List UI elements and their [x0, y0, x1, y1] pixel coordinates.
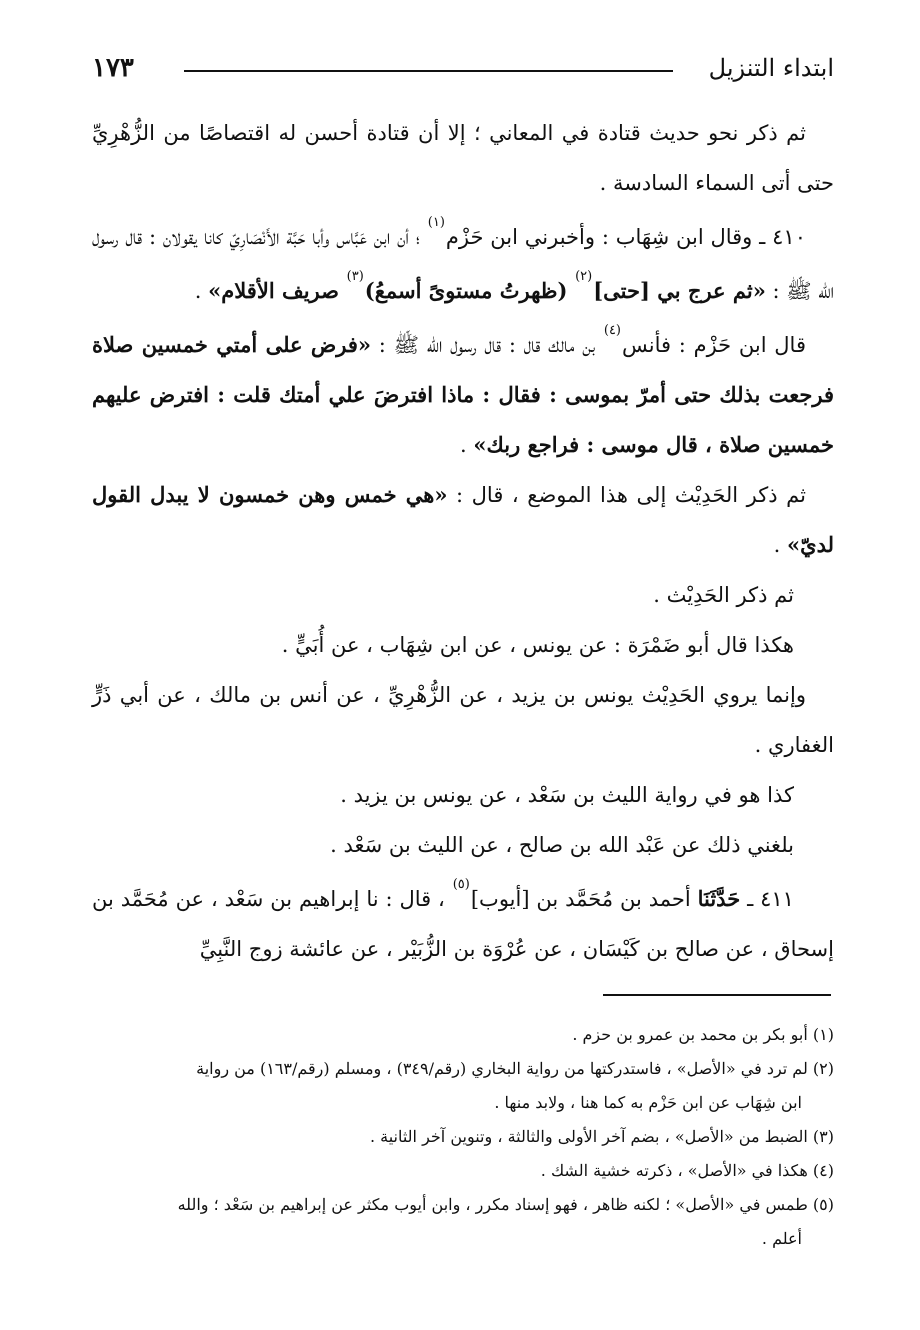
page-number: ١٧٣ [92, 53, 134, 83]
hadith-411-number: ٤١١ ـ [747, 887, 794, 911]
footnote-2: (٢) لم ترد في «الأصل» ، فاستدركتها من رواية البخاري (رقم/٣٤٩) ، ومسلم (رقم/١٦٣) من رواية [196, 1059, 834, 1078]
paragraph-9: بلغني ذلك عن عَبْد الله بن صالح ، عن الليث بن سَعْد . [330, 833, 794, 857]
hadith-410-quote-c: صريف الأقلام» [208, 278, 339, 303]
footnote-separator [603, 994, 831, 996]
footnote-ref-2[interactable]: (٢) [575, 269, 593, 284]
footnote-5-continued: أعلم . [761, 1229, 802, 1248]
hadith-410-intro: ٤١٠ ـ وقال ابن شِهَاب : وأخبرني ابن حَزْم [445, 225, 806, 249]
ibn-hazm-intro: قال ابن حَزْم : فأنس [622, 333, 806, 357]
footnote-ref-5[interactable]: (٥) [452, 877, 470, 892]
main-text [92, 108, 834, 974]
ibn-hazm-chain: بن مالك قال : قال رسول الله ﷺ : [378, 333, 596, 357]
hadith-410-end: . [194, 279, 202, 303]
hadith-mention-intro: ثم ذكر الحَدِيْث إلى هذا الموضع ، قال : [456, 483, 806, 507]
running-title: ابتداء التنزيل [708, 54, 834, 82]
hadith-mention-end: . [773, 533, 781, 557]
paragraph-1: ثم ذكر نحو حديث قتادة في المعاني ؛ إلا أن قتادة أحسن له اقتصاصًا من الزُّهْرِيِّ حتى أتى السماء السادسة . [92, 121, 834, 195]
footnote-5: (٥) طمس في «الأصل» ؛ لكنه ظاهر ، فهو إسناد مكرر ، وابن أيوب مكثر عن إبراهيم بن سَعْد ؛ والله [177, 1195, 834, 1214]
ibn-hazm-end: . [460, 433, 467, 457]
footnote-1: (١) أبو بكر بن محمد بن عمرو بن حزم . [572, 1025, 834, 1044]
paragraph-6: هكذا قال أبو ضَمْرَة : عن يونس ، عن ابن شِهَاب ، عن أُبَيٍّ . [281, 633, 794, 657]
header-rule [184, 70, 673, 72]
paragraph-hadith-mention [92, 470, 834, 570]
paragraph-8: كذا هو في رواية الليث بن سَعْد ، عن يونس بن يزيد . [340, 783, 794, 807]
footnote-3: (٣) الضبط من «الأصل» ، بضم آخر الأولى والثالثة ، وتنوين آخر الثانية . [369, 1127, 834, 1146]
hadith-411-chain: ، قال : نا إبراهيم بن سَعْد ، عن مُحَمَّد بن إسحاق ، عن صالح بن كَيْسَان ، عن عُرْوَة بن الزُّبَيْر ، عن عائشة زوج النَّبِيِّ [92, 887, 834, 961]
footnote-4: (٤) هكذا في «الأصل» ، ذكرته خشية الشك . [540, 1161, 834, 1180]
footnote-2-continued: ابن شِهَاب عن ابن حَزْم به كما هنا ، ولابد منها . [494, 1093, 802, 1112]
ibn-hazm-quote: «فرض على أمتي خمسين صلاة فرجعت بذلك حتى أمرّ بموسى : فقال : ماذا افترضَ علي أمتك قلت : افترض عليهم خمسين صلاة ، قال موسى : فراجع ربك» [92, 332, 834, 457]
paragraph-ibn-hazm [92, 316, 834, 470]
hadith-410-quote-a: «ثم عرج بي [حتى] [593, 278, 766, 303]
paragraph-7: وإنما يروي الحَدِيْث يونس بن يزيد ، عن الزُّهْرِيِّ ، عن أنس بن مالك ، عن أبي ذَرٍّ الغفاري . [92, 683, 834, 757]
hadith-410-quote-b: (ظهرتُ مستوىً أسمعُ) [364, 278, 568, 303]
paragraph-5: ثم ذكر الحَدِيْث . [653, 583, 794, 607]
paragraph-410 [92, 208, 834, 316]
hadith-411-haddathana: حَدَّثَنَا [697, 886, 741, 911]
hadith-410-chain: ؛ أن ابن عَبَّاس وأبا حَبَّة الأَنْصَارِيّ كانا يقولان : قال رسول الله ﷺ : [92, 225, 834, 303]
page-header [92, 48, 834, 88]
footnote-ref-4[interactable]: (٤) [603, 323, 621, 338]
paragraph-411 [92, 870, 834, 974]
hadith-mention-quote: «هي خمس وهن خمسون لا يبدل القول لديّ» [92, 482, 834, 557]
footnote-ref-3[interactable]: (٣) [346, 269, 364, 284]
hadith-411-narrator: أحمد بن مُحَمَّد بن [أيوب] [470, 887, 691, 911]
footnote-ref-1[interactable]: (١) [427, 215, 445, 230]
footnotes [92, 1018, 834, 1256]
